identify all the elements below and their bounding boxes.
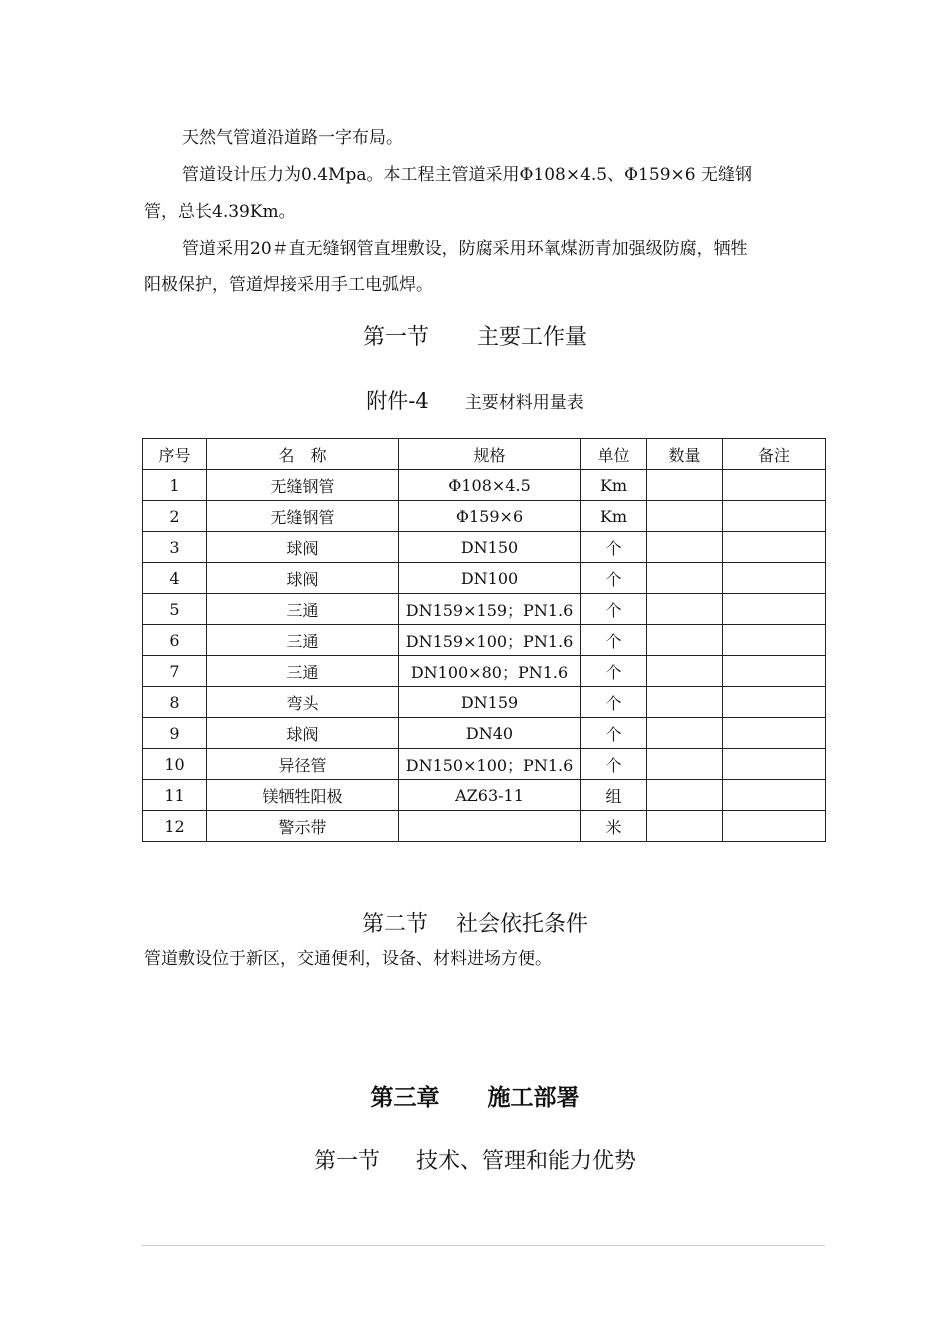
paragraph-4: 管道敷设位于新区，交通便利，设备、材料进场方便。 — [144, 949, 552, 969]
cell-spec: AZ63-11 — [399, 780, 581, 811]
cell-quantity — [647, 563, 723, 594]
table-row — [143, 563, 826, 594]
header-name: 名 称 — [207, 439, 399, 470]
section-3-heading — [0, 1144, 950, 1175]
cell-quantity — [647, 594, 723, 625]
table-row — [143, 470, 826, 501]
cell-spec: DN100 — [399, 563, 581, 594]
cell-quantity — [647, 780, 723, 811]
cell-unit: Km — [581, 501, 647, 532]
section-3-title: 技术、管理和能力优势 — [416, 1149, 637, 1174]
section-2-heading — [0, 907, 950, 938]
cell-index: 11 — [143, 780, 207, 811]
cell-name: 三通 — [207, 625, 399, 656]
table-row — [143, 532, 826, 563]
paragraph-1: 天然气管道沿道路一字布局。 — [182, 128, 403, 148]
cell-name: 三通 — [207, 594, 399, 625]
cell-remarks — [723, 501, 826, 532]
cell-quantity — [647, 656, 723, 687]
table-header-row — [143, 439, 826, 470]
section-3-number: 第一节 — [313, 1149, 380, 1174]
header-unit: 单位 — [581, 439, 647, 470]
cell-index: 12 — [143, 811, 207, 842]
cell-index: 10 — [143, 749, 207, 780]
cell-index: 8 — [143, 687, 207, 718]
materials-table — [142, 438, 826, 842]
cell-name: 无缝钢管 — [207, 470, 399, 501]
cell-remarks — [723, 470, 826, 501]
cell-spec: DN159×159；PN1.6 — [399, 594, 581, 625]
table-row — [143, 594, 826, 625]
paragraph-3-line-1: 管道采用20＃直无缝钢管直埋敷设，防腐采用环氧煤沥青加强级防腐，牺牲 — [182, 239, 748, 259]
cell-spec: DN150 — [399, 532, 581, 563]
cell-quantity — [647, 625, 723, 656]
cell-unit: Km — [581, 470, 647, 501]
cell-unit: 个 — [581, 656, 647, 687]
cell-spec: DN159×100；PN1.6 — [399, 625, 581, 656]
table-row — [143, 656, 826, 687]
cell-remarks — [723, 687, 826, 718]
cell-unit: 个 — [581, 625, 647, 656]
cell-spec: DN150×100；PN1.6 — [399, 749, 581, 780]
cell-unit: 个 — [581, 563, 647, 594]
cell-index: 3 — [143, 532, 207, 563]
cell-spec: DN159 — [399, 687, 581, 718]
chapter-3-number: 第三章 — [370, 1084, 440, 1111]
paragraph-3-line-2: 阳极保护，管道焊接采用手工电弧焊。 — [144, 275, 433, 295]
cell-unit: 个 — [581, 749, 647, 780]
header-index: 序号 — [143, 439, 207, 470]
cell-remarks — [723, 780, 826, 811]
cell-name: 无缝钢管 — [207, 501, 399, 532]
cell-index: 1 — [143, 470, 207, 501]
cell-index: 9 — [143, 718, 207, 749]
cell-remarks — [723, 718, 826, 749]
header-quantity: 数量 — [647, 439, 723, 470]
section-1-heading — [0, 320, 950, 351]
cell-unit: 个 — [581, 687, 647, 718]
cell-remarks — [723, 563, 826, 594]
footer-divider — [142, 1245, 825, 1246]
cell-name: 弯头 — [207, 687, 399, 718]
cell-quantity — [647, 811, 723, 842]
cell-spec: DN40 — [399, 718, 581, 749]
cell-index: 7 — [143, 656, 207, 687]
cell-remarks — [723, 594, 826, 625]
cell-index: 2 — [143, 501, 207, 532]
cell-name: 警示带 — [207, 811, 399, 842]
cell-quantity — [647, 687, 723, 718]
attachment-label: 附件-4 — [366, 389, 429, 413]
paragraph-2-line-2: 管，总长4.39Km。 — [144, 202, 296, 222]
cell-spec: DN100×80；PN1.6 — [399, 656, 581, 687]
cell-index: 6 — [143, 625, 207, 656]
table-row — [143, 811, 826, 842]
cell-unit: 米 — [581, 811, 647, 842]
cell-name: 镁牺牲阳极 — [207, 780, 399, 811]
cell-name: 球阀 — [207, 532, 399, 563]
table-row — [143, 749, 826, 780]
cell-index: 5 — [143, 594, 207, 625]
attachment-heading — [0, 385, 950, 415]
cell-unit: 个 — [581, 532, 647, 563]
header-spec: 规格 — [399, 439, 581, 470]
section-1-number: 第一节 — [362, 325, 429, 350]
cell-unit: 组 — [581, 780, 647, 811]
table-row — [143, 780, 826, 811]
cell-quantity — [647, 501, 723, 532]
cell-spec — [399, 811, 581, 842]
cell-quantity — [647, 749, 723, 780]
cell-quantity — [647, 532, 723, 563]
cell-name: 球阀 — [207, 718, 399, 749]
cell-remarks — [723, 625, 826, 656]
table-row — [143, 687, 826, 718]
cell-spec: Φ108×4.5 — [399, 470, 581, 501]
section-2-number: 第二节 — [361, 912, 428, 937]
cell-index: 4 — [143, 563, 207, 594]
header-remarks: 备注 — [723, 439, 826, 470]
cell-remarks — [723, 532, 826, 563]
cell-name: 三通 — [207, 656, 399, 687]
table-row — [143, 625, 826, 656]
cell-unit: 个 — [581, 718, 647, 749]
table-row — [143, 501, 826, 532]
chapter-3-heading — [0, 1079, 950, 1112]
section-1-title: 主要工作量 — [477, 325, 588, 350]
cell-remarks — [723, 656, 826, 687]
paragraph-2-line-1: 管道设计压力为0.4Mpa。本工程主管道采用Φ108×4.5、Φ159×6 无缝钢 — [182, 165, 752, 185]
section-2-title: 社会依托条件 — [456, 912, 589, 937]
attachment-title: 主要材料用量表 — [464, 393, 584, 413]
cell-name: 异径管 — [207, 749, 399, 780]
cell-quantity — [647, 470, 723, 501]
table-row — [143, 718, 826, 749]
cell-remarks — [723, 811, 826, 842]
cell-quantity — [647, 718, 723, 749]
cell-unit: 个 — [581, 594, 647, 625]
cell-remarks — [723, 749, 826, 780]
cell-spec: Φ159×6 — [399, 501, 581, 532]
chapter-3-title: 施工部署 — [487, 1084, 580, 1111]
cell-name: 球阀 — [207, 563, 399, 594]
